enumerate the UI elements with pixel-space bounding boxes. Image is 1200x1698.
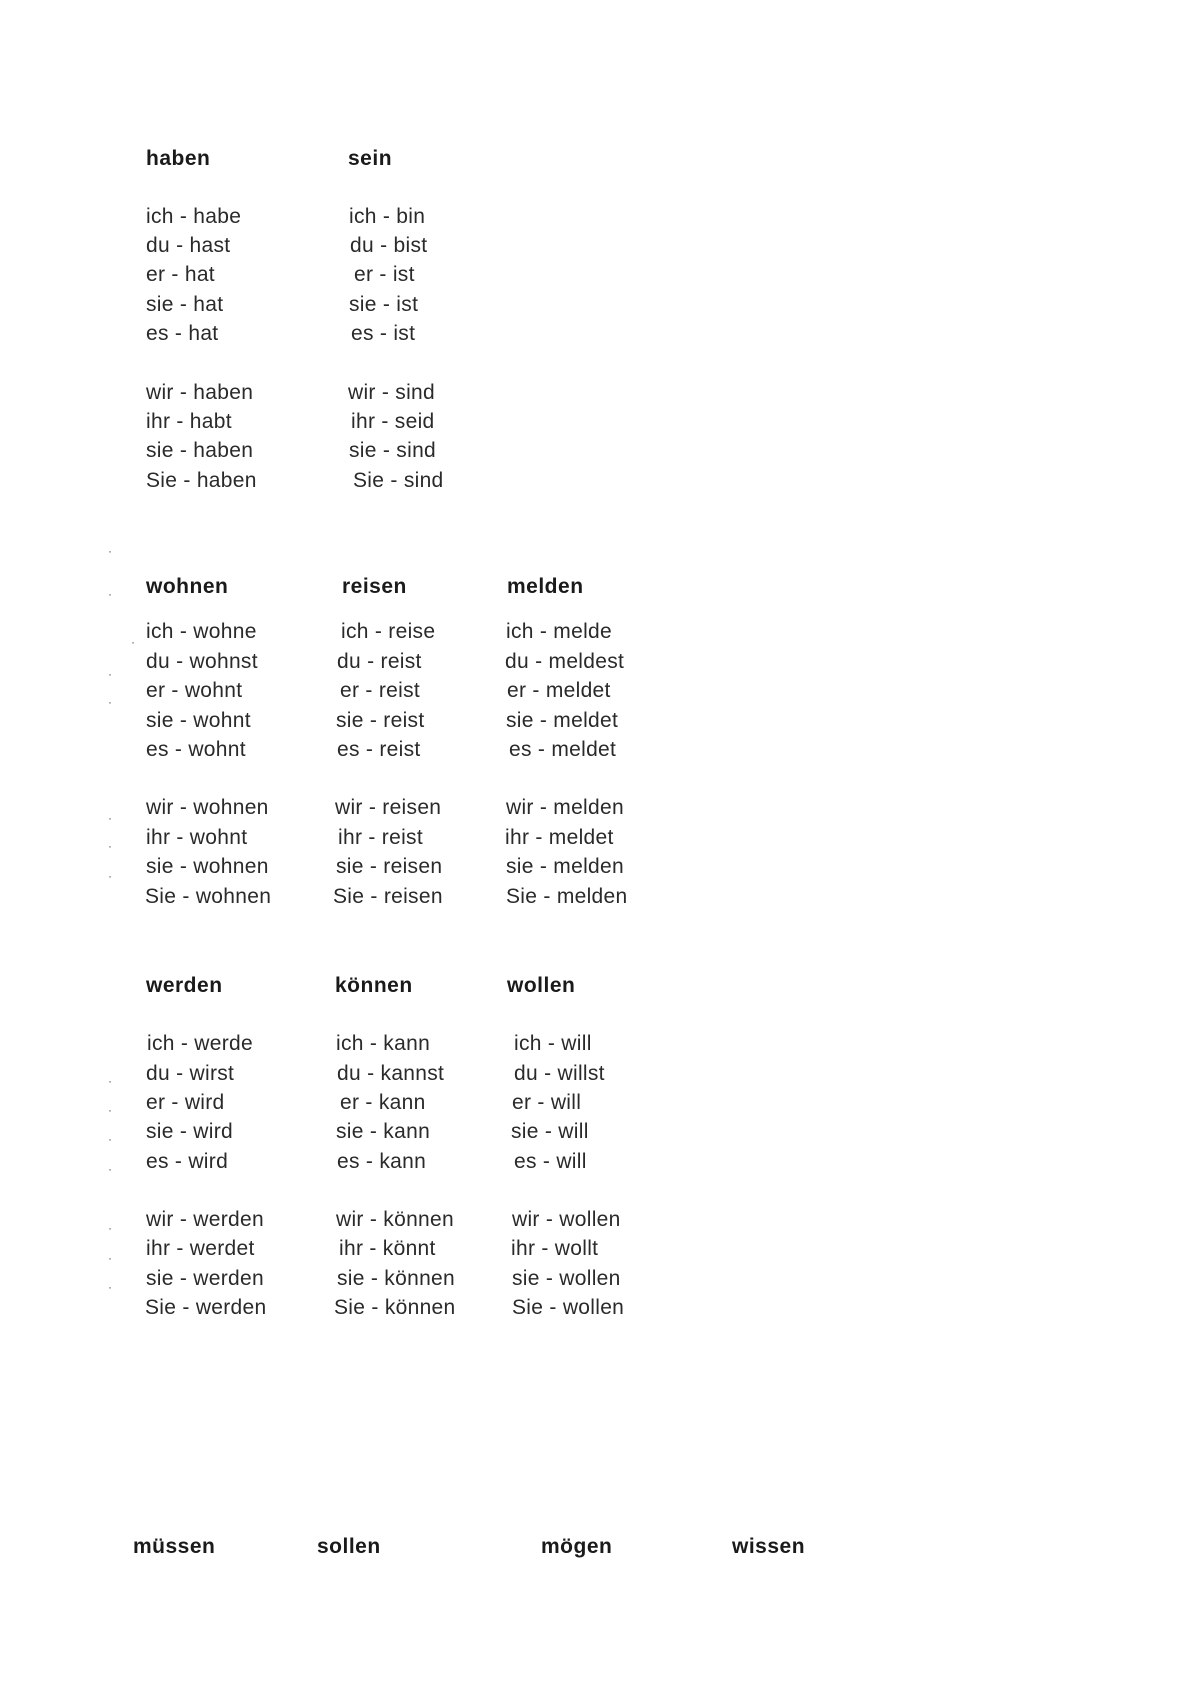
margin-mark: · — [108, 839, 112, 853]
verb-header-werden: werden — [146, 974, 223, 997]
conjugation-form: sie - wird — [146, 1120, 234, 1143]
conjugation-form: wir - wollen — [512, 1208, 621, 1231]
margin-mark: · — [108, 1162, 112, 1176]
conjugation-form: es - ist — [351, 322, 416, 345]
conjugation-form: sie - melden — [506, 855, 624, 878]
conjugation-form: wir - haben — [146, 381, 254, 404]
conjugation-form: ihr - wollt — [511, 1237, 599, 1260]
conjugation-form: es - will — [514, 1150, 587, 1173]
margin-mark: · — [108, 1103, 112, 1117]
conjugation-form: Sie - wollen — [512, 1296, 625, 1319]
conjugation-form: Sie - sind — [353, 469, 444, 492]
conjugation-form: wir - wohnen — [146, 796, 269, 819]
conjugation-form: ich - reise — [341, 620, 436, 643]
conjugation-form: ihr - könnt — [339, 1237, 436, 1260]
conjugation-form: du - kannst — [337, 1062, 445, 1085]
conjugation-form: er - reist — [340, 679, 421, 702]
conjugation-form: sie - können — [337, 1267, 456, 1290]
conjugation-form: es - wohnt — [146, 738, 246, 761]
margin-mark: · — [108, 811, 112, 825]
conjugation-form: sie - meldet — [506, 709, 619, 732]
verb-header-muessen: müssen — [133, 1535, 216, 1558]
verb-header-sein: sein — [348, 147, 393, 170]
margin-mark: · — [108, 1074, 112, 1088]
conjugation-form: wir - können — [336, 1208, 454, 1231]
conjugation-form: du - bist — [350, 234, 428, 257]
conjugation-form: du - reist — [337, 650, 422, 673]
conjugation-form: er - hat — [146, 263, 215, 286]
conjugation-form: ihr - seid — [351, 410, 435, 433]
conjugation-form: sie - sind — [349, 439, 437, 462]
conjugation-form: sie - wollen — [512, 1267, 621, 1290]
conjugation-form: Sie - melden — [506, 885, 628, 908]
conjugation-form: du - willst — [514, 1062, 605, 1085]
conjugation-form: Sie - werden — [145, 1296, 267, 1319]
conjugation-form: ich - kann — [336, 1032, 431, 1055]
conjugation-form: ich - werde — [147, 1032, 254, 1055]
conjugation-form: Sie - können — [334, 1296, 456, 1319]
verb-header-wohnen: wohnen — [146, 575, 229, 598]
margin-mark: · — [108, 587, 112, 601]
conjugation-form: ich - melde — [506, 620, 613, 643]
margin-mark: · — [131, 635, 135, 649]
conjugation-form: er - wohnt — [146, 679, 243, 702]
conjugation-form: es - hat — [146, 322, 219, 345]
conjugation-form: Sie - reisen — [333, 885, 443, 908]
conjugation-form: ich - habe — [146, 205, 242, 228]
verb-header-wollen: wollen — [507, 974, 576, 997]
conjugation-form: du - meldest — [505, 650, 625, 673]
verb-header-moegen: mögen — [541, 1535, 613, 1558]
conjugation-form: du - hast — [146, 234, 231, 257]
conjugation-form: sie - reisen — [336, 855, 443, 878]
conjugation-form: es - reist — [337, 738, 421, 761]
conjugation-form: sie - kann — [336, 1120, 431, 1143]
conjugation-form: sie - wohnt — [146, 709, 251, 732]
margin-mark: · — [108, 1251, 112, 1265]
verb-header-reisen: reisen — [342, 575, 407, 598]
conjugation-form: sie - wohnen — [146, 855, 269, 878]
conjugation-form: ich - will — [514, 1032, 592, 1055]
conjugation-form: ich - bin — [349, 205, 426, 228]
conjugation-form: er - will — [512, 1091, 582, 1114]
verb-header-koennen: können — [335, 974, 413, 997]
conjugation-form: Sie - wohnen — [145, 885, 272, 908]
conjugation-form: ihr - wohnt — [146, 826, 248, 849]
conjugation-form: er - kann — [340, 1091, 426, 1114]
verb-header-haben: haben — [146, 147, 211, 170]
conjugation-form: er - wird — [146, 1091, 225, 1114]
conjugation-form: du - wirst — [146, 1062, 235, 1085]
conjugation-form: ihr - habt — [146, 410, 232, 433]
margin-mark: · — [108, 1280, 112, 1294]
conjugation-form: ihr - werdet — [146, 1237, 255, 1260]
conjugation-form: sie - reist — [336, 709, 425, 732]
conjugation-form: er - ist — [354, 263, 415, 286]
conjugation-form: du - wohnst — [146, 650, 258, 673]
conjugation-form: es - meldet — [509, 738, 617, 761]
conjugation-form: Sie - haben — [146, 469, 257, 492]
margin-mark: · — [108, 667, 112, 681]
conjugation-form: es - wird — [146, 1150, 229, 1173]
conjugation-form: ihr - reist — [338, 826, 423, 849]
margin-mark: · — [108, 1221, 112, 1235]
conjugation-form: sie - hat — [146, 293, 224, 316]
conjugation-form: er - meldet — [507, 679, 611, 702]
conjugation-form: sie - will — [511, 1120, 589, 1143]
conjugation-form: ihr - meldet — [505, 826, 614, 849]
verb-header-sollen: sollen — [317, 1535, 381, 1558]
conjugation-form: wir - werden — [146, 1208, 264, 1231]
conjugation-form: sie - ist — [349, 293, 419, 316]
margin-mark: · — [108, 695, 112, 709]
conjugation-form: sie - werden — [146, 1267, 264, 1290]
margin-mark: · — [108, 869, 112, 883]
margin-mark: · — [108, 1132, 112, 1146]
margin-mark: · — [108, 544, 112, 558]
conjugation-form: wir - melden — [506, 796, 624, 819]
conjugation-form: wir - sind — [348, 381, 436, 404]
conjugation-form: ich - wohne — [146, 620, 257, 643]
verb-header-wissen: wissen — [732, 1535, 806, 1558]
verb-header-melden: melden — [507, 575, 584, 598]
conjugation-form: es - kann — [337, 1150, 427, 1173]
conjugation-form: sie - haben — [146, 439, 254, 462]
conjugation-form: wir - reisen — [335, 796, 442, 819]
